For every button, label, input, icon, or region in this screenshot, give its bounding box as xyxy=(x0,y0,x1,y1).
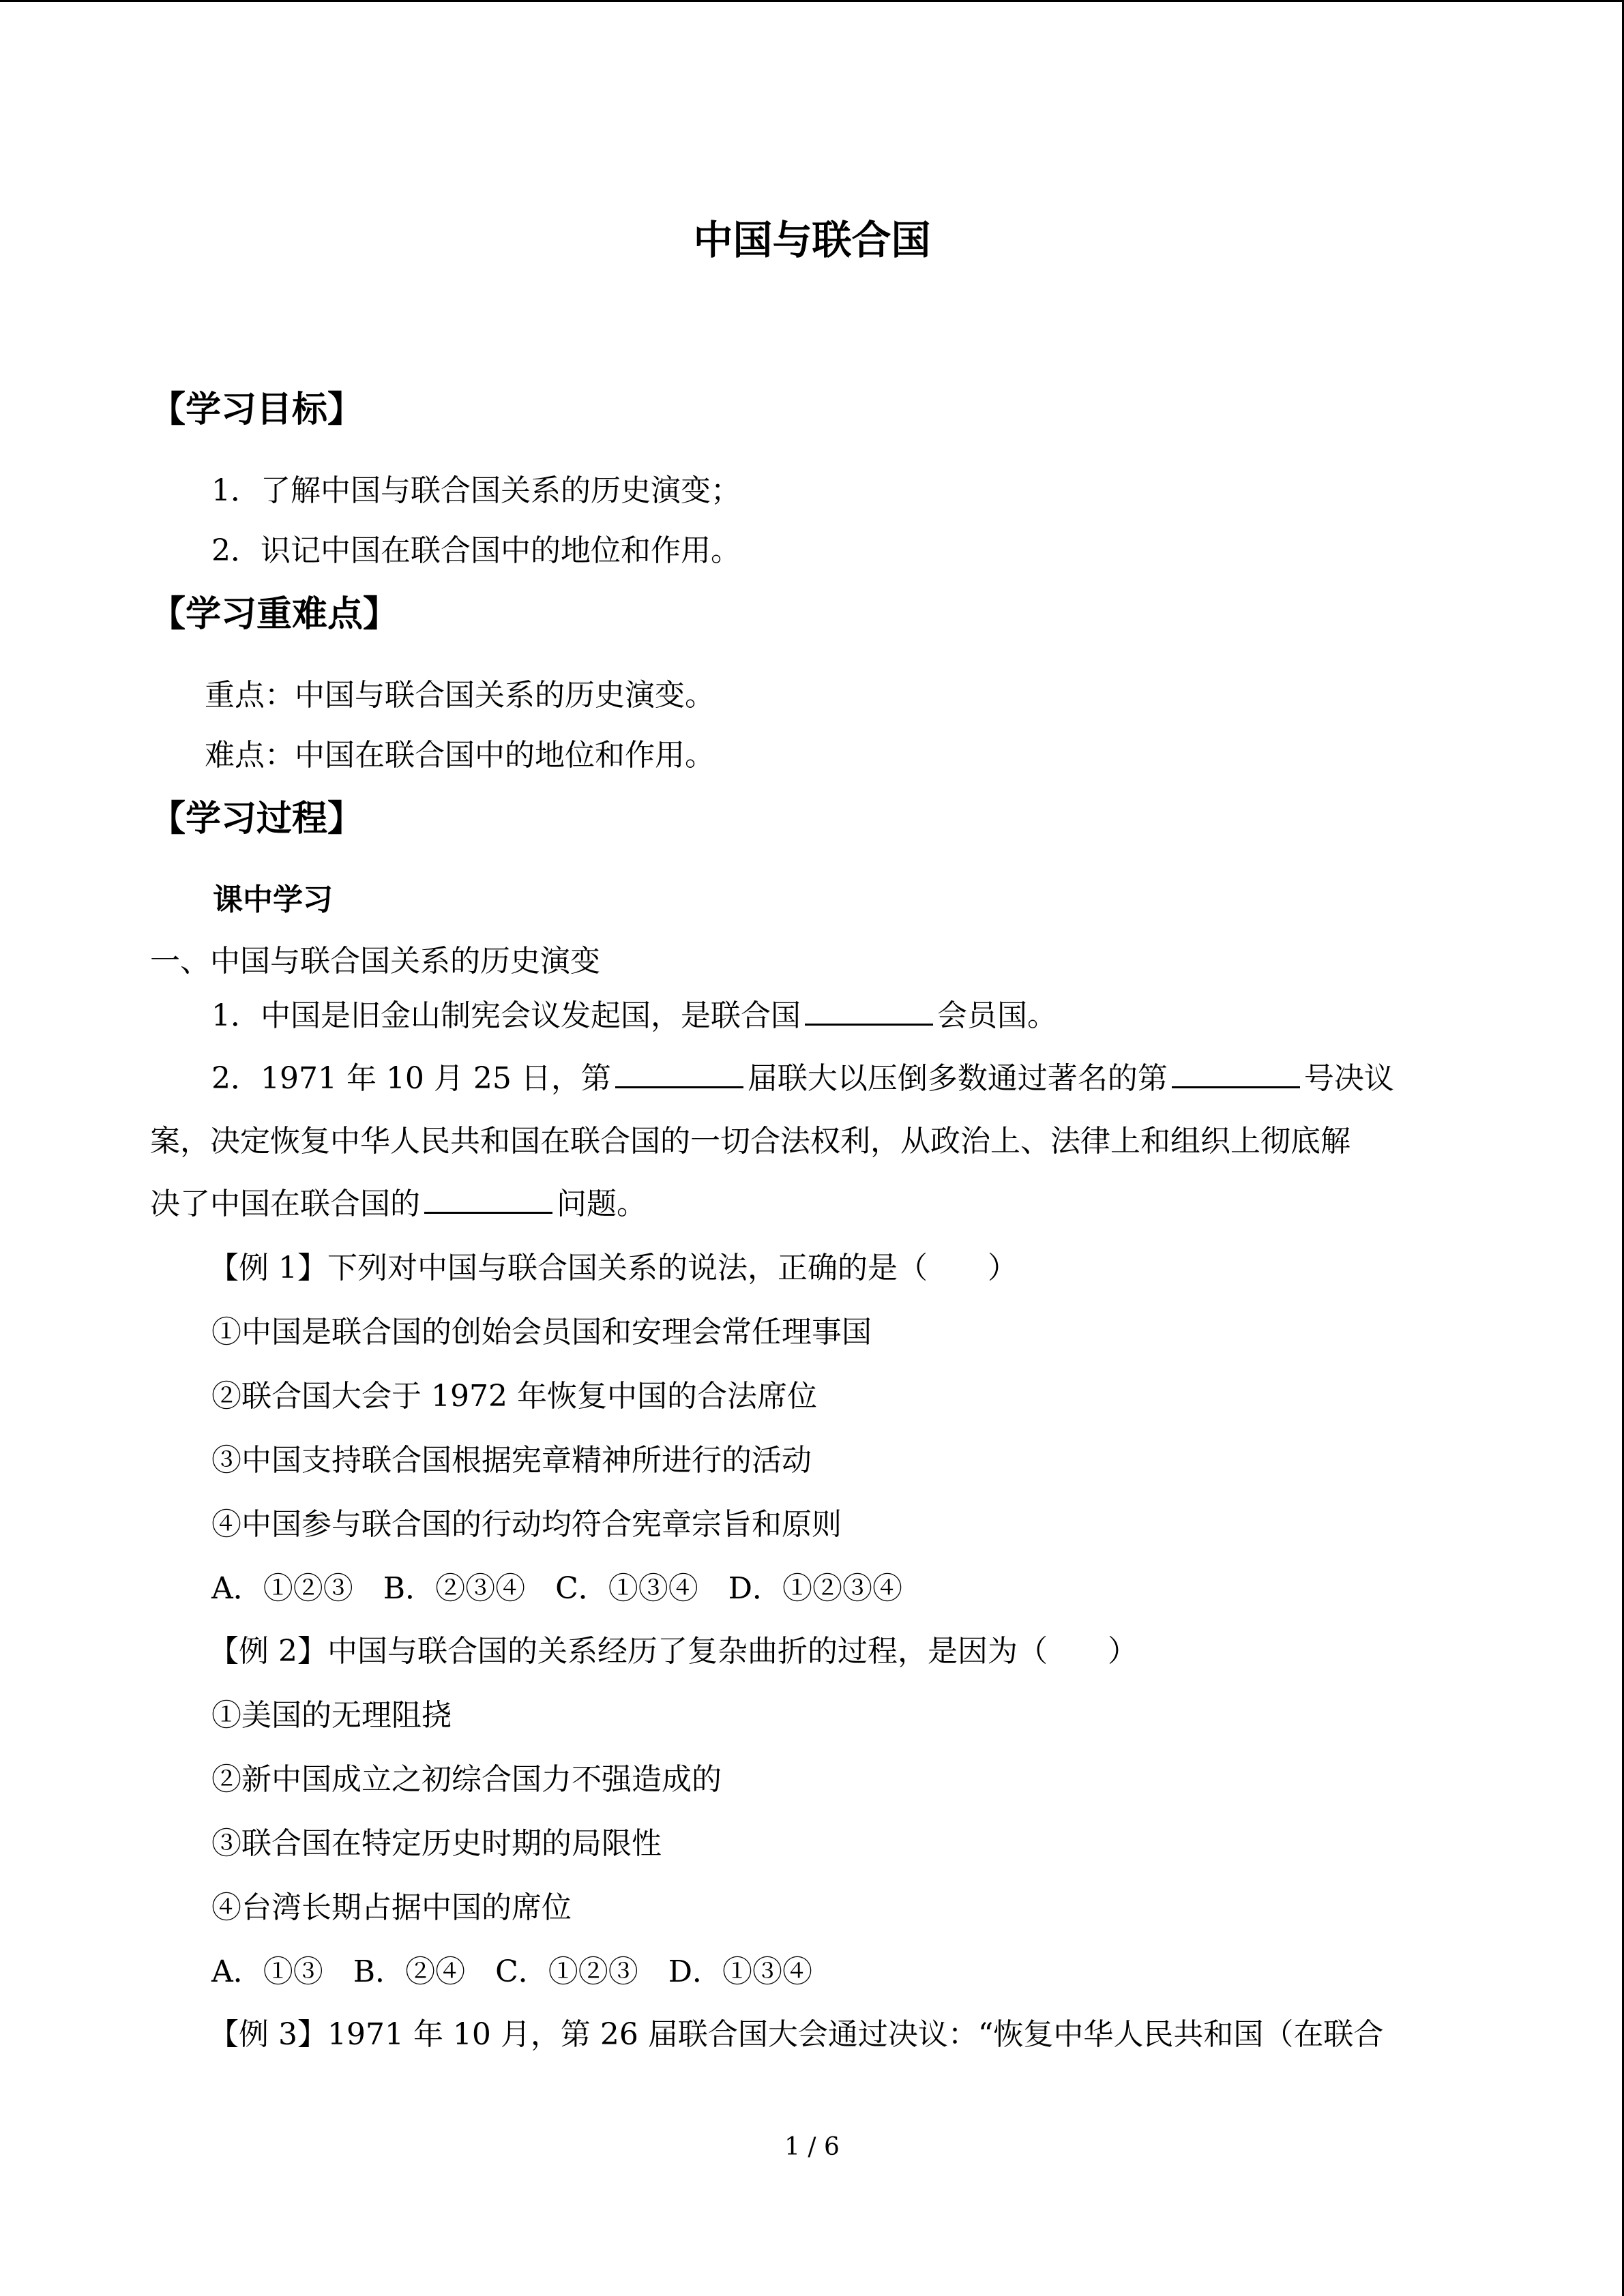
class-study-label: 课中学习 xyxy=(213,882,333,917)
example3-stem: 【例 3】1971 年 10 月，第 26 届联合国大会通过决议：“恢复中华人民共和国（在联合 xyxy=(209,2017,1384,2052)
q2-text-b: 届联大以压倒多数通过著名的第 xyxy=(747,1061,1168,1096)
example1-option-4: ④中国参与联合国的行动均符合宪章宗旨和原则 xyxy=(211,1507,842,1542)
answer-blank[interactable] xyxy=(615,1059,743,1088)
example2-choices: A．①③ B．②④ C．①②③ D．①③④ xyxy=(211,1954,813,1989)
process-heading: 【学习过程】 xyxy=(150,799,364,839)
q1-text-a: 1．中国是旧金山制宪会议发起国，是联合国 xyxy=(211,998,801,1033)
example1-option-2: ②联合国大会于 1972 年恢复中国的合法席位 xyxy=(211,1379,817,1414)
q2-line3-text-b: 问题。 xyxy=(557,1187,647,1221)
example2-option-4: ④台湾长期占据中国的席位 xyxy=(211,1890,572,1925)
fill-question-2 xyxy=(211,1058,1394,1099)
key-points-heading: 【学习重难点】 xyxy=(150,594,399,635)
example1-stem: 【例 1】下列对中国与联合国关系的说法，正确的是（ ） xyxy=(209,1251,1018,1285)
fill-question-1 xyxy=(211,996,1057,1037)
difficult-point: 难点：中国在联合国中的地位和作用。 xyxy=(205,738,715,773)
answer-blank[interactable] xyxy=(1172,1059,1300,1088)
answer-blank[interactable] xyxy=(424,1184,552,1214)
example2-option-3: ③联合国在特定历史时期的局限性 xyxy=(211,1826,662,1861)
part1-title: 一、中国与联合国关系的历史演变 xyxy=(150,944,600,979)
example2-option-1: ①美国的无理阻挠 xyxy=(211,1698,452,1733)
example1-option-3: ③中国支持联合国根据宪章精神所进行的活动 xyxy=(211,1443,812,1478)
example2-option-2: ②新中国成立之初综合国力不强造成的 xyxy=(211,1762,722,1797)
page-border-top xyxy=(0,0,1624,2)
q2-line-2: 案，决定恢复中华人民共和国在联合国的一切合法权利，从政治上、法律上和组织上彻底解 xyxy=(150,1124,1350,1159)
q2-line3-text-a: 决了中国在联合国的 xyxy=(150,1187,420,1221)
goal-item-2: 2．识记中国在联合国中的地位和作用。 xyxy=(211,533,741,568)
page-number: 1 / 6 xyxy=(784,2133,840,2161)
key-point: 重点：中国与联合国关系的历史演变。 xyxy=(205,678,715,713)
q1-text-b: 会员国。 xyxy=(937,998,1057,1033)
example1-choices: A．①②③ B．②③④ C．①③④ D．①②③④ xyxy=(211,1571,903,1606)
example2-stem: 【例 2】中国与联合国的关系经历了复杂曲折的过程，是因为（ ） xyxy=(209,1634,1138,1669)
answer-blank[interactable] xyxy=(805,996,933,1026)
goals-heading: 【学习目标】 xyxy=(150,389,364,430)
document-title: 中国与联合国 xyxy=(693,217,931,263)
q2-line-3 xyxy=(150,1184,647,1225)
q2-text-a: 2．1971 年 10 月 25 日，第 xyxy=(211,1061,611,1096)
q2-text-c: 号决议 xyxy=(1303,1061,1394,1096)
example1-option-1: ①中国是联合国的创始会员国和安理会常任理事国 xyxy=(211,1315,872,1350)
goal-item-1: 1．了解中国与联合国关系的历史演变； xyxy=(211,473,741,508)
